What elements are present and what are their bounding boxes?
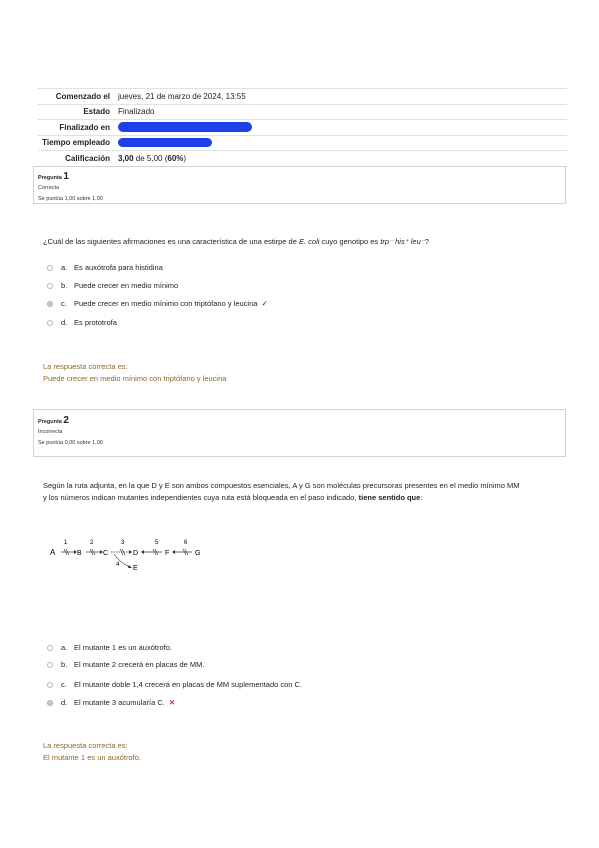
answer-option-c[interactable]: c. El mutante doble 1,4 crecerá en placas de MM suplementado con C. [47,680,302,689]
option-label: El mutante 2 crecerá en placas de MM. [74,660,205,669]
option-label: Puede crecer en medio mínimo [74,281,179,290]
incorrect-cross-icon: ✕ [168,698,176,707]
option-label: Es auxótrofa para histidina [74,263,163,272]
summary-row-state [38,105,567,121]
node-F: F [165,550,170,557]
answer-option-d[interactable]: d. Es prototrofa [47,318,117,327]
option-label: Puede crecer en medio mínimo con triptófano y leucina [74,299,258,308]
question-grade: Se puntúa 0,00 sobre 1,00 [38,440,103,446]
step-label-5: 5 [155,540,159,546]
summary-value: jueves, 21 de marzo de 2024, 13:55 [118,91,246,101]
correct-answer-feedback-1: La respuesta correcta es: Puede crecer en medio mínimo con triptófano y leucina [43,362,227,383]
summary-label: Finalizado en [59,122,110,132]
step-label-6: 6 [184,540,188,546]
pathway-diagram [48,537,218,577]
summary-row-started [38,89,567,105]
radio-button-selected[interactable] [47,700,53,706]
redaction-mark [118,122,252,132]
summary-label: Tiempo empleado [42,138,110,148]
answer-option-d[interactable]: d. El mutante 3 acumularía C. ✕ [47,698,175,707]
radio-button-selected[interactable] [47,301,53,307]
node-E: E [133,565,138,572]
attempt-summary [38,88,567,167]
option-label: El mutante 3 acumularía C. [74,698,165,707]
node-C: C [103,550,109,557]
step-label-3: 3 [121,540,125,546]
summary-grade-value: 3,00 de 5,00 (60%) [118,153,187,163]
question-state: Incorrecta [38,429,63,435]
correct-answer-feedback-2: La respuesta correcta es: El mutante 1 es un auxótrofo. [43,741,141,762]
summary-row-grade [38,151,567,167]
question-info-2 [33,409,566,457]
radio-button[interactable] [47,265,53,271]
summary-label: Calificación [65,153,110,163]
question-text-1: ¿Cuál de las siguientes afirmaciones es una característica de una estirpe de E. coli cuyo genotipo es trp⁻ his⁺ leu⁻? [43,237,429,246]
radio-button[interactable] [47,283,53,289]
step-label-2: 2 [90,540,94,546]
node-B: B [77,550,82,557]
summary-label: Estado [83,107,110,117]
option-label: Es prototrofa [74,318,117,327]
question-info-1 [33,166,566,204]
radio-button[interactable] [47,645,53,651]
node-D: D [133,550,139,557]
step-label-4: 4 [116,562,120,568]
radio-button[interactable] [47,662,53,668]
option-label: El mutante doble 1,4 crecerá en placas de MM suplementado con C. [74,680,303,689]
summary-label: Comenzado el [55,91,110,101]
summary-row-finished [38,120,567,136]
redaction-mark [118,138,212,147]
summary-value: Finalizado [118,107,155,117]
node-G: G [195,550,201,557]
question-number: Pregunta 1 [38,171,69,182]
step-label-1: 1 [64,540,68,546]
answer-option-b[interactable]: b. El mutante 2 crecerá en placas de MM. [47,660,204,669]
correct-check-icon: ✓ [261,299,268,308]
answer-option-c[interactable]: c. Puede crecer en medio mínimo con triptófano y leucina ✓ [47,299,268,308]
option-label: El mutante 1 es un auxótrofo. [74,643,172,652]
question-text-2: Según la ruta adjunta, en la que D y E son ambos compuestos esenciales, A y G son moléculas precursoras presentes en el medio mínimo MM y los números indican mutantes independientes cuya ruta está bloqueada en el paso indicado, tiene sentido que: [43,481,520,502]
answer-option-b[interactable]: b. Puede crecer en medio mínimo [47,281,178,290]
summary-row-time [38,136,567,152]
radio-button[interactable] [47,682,53,688]
answer-option-a[interactable]: a. El mutante 1 es un auxótrofo. [47,643,172,652]
answer-option-a[interactable]: a. Es auxótrofa para histidina [47,263,163,272]
node-A: A [50,548,56,557]
question-number: Pregunta 2 [38,415,69,426]
question-grade: Se puntúa 1,00 sobre 1,00 [38,196,103,202]
question-state: Correcta [38,185,60,191]
radio-button[interactable] [47,320,53,326]
